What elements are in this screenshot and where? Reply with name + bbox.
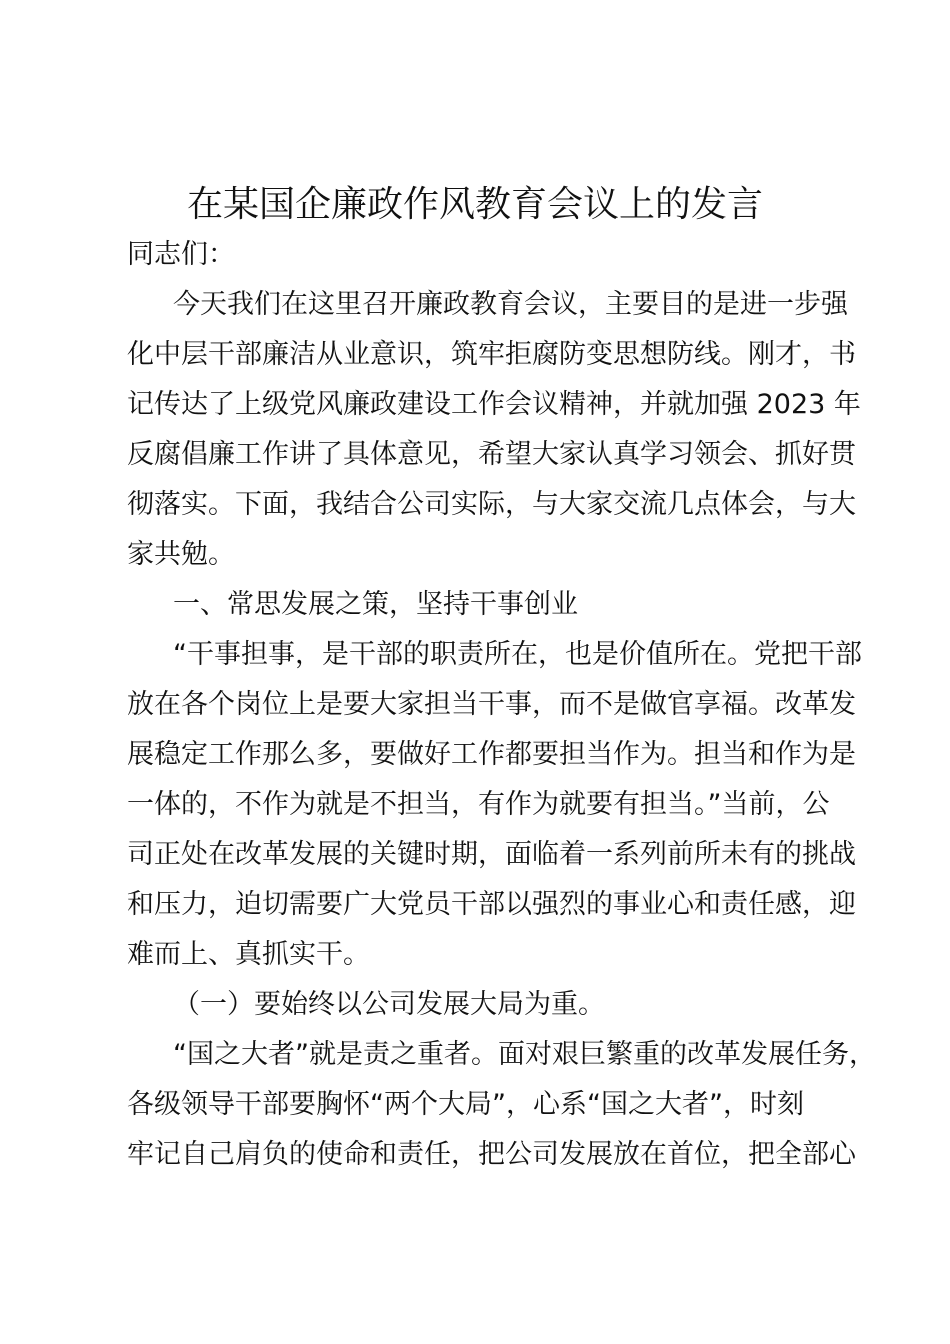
text-line: 化中层干部廉洁从业意识，筑牢拒腐防变思想防线。刚才，书 — [127, 339, 856, 370]
text-line: “干事担事，是干部的职责所在，也是价值所在。党把干部 — [173, 639, 862, 670]
document-body — [127, 230, 876, 1180]
text-line: 难而上、真抓实干。 — [127, 939, 370, 970]
text-line: “国之大者”就是责之重者。面对艰巨繁重的改革发展任务， — [173, 1039, 876, 1070]
text-line: 和压力，迫切需要广大党员干部以强烈的事业心和责任感，迎 — [127, 889, 856, 920]
text-line: 展稳定工作那么多，要做好工作都要担当作为。担当和作为是 — [127, 739, 856, 770]
text-line: 司正处在改革发展的关键时期，面临着一系列前所未有的挑战 — [127, 839, 856, 870]
text-line: 彻落实。下面，我结合公司实际，与大家交流几点体会，与大 — [127, 489, 856, 520]
text-line: 一、常思发展之策，坚持干事创业 — [173, 589, 578, 620]
text-line: 家共勉。 — [127, 539, 235, 570]
text-line: 记传达了上级党风廉政建设工作会议精神，并就加强 2023 年 — [127, 389, 861, 420]
text-line: 同志们： — [127, 239, 235, 270]
text-line: 一体的，不作为就是不担当，有作为就要有担当。”当前，公 — [127, 789, 830, 820]
text-line: 各级领导干部要胸怀“两个大局”，心系“国之大者”，时刻 — [127, 1089, 804, 1120]
text-line: （一）要始终以公司发展大局为重。 — [173, 989, 605, 1020]
document-title: 在某国企廉政作风教育会议上的发言 — [186, 184, 763, 225]
text-line: 今天我们在这里召开廉政教育会议，主要目的是进一步强 — [173, 289, 848, 320]
text-line: 牢记自己肩负的使命和责任，把公司发展放在首位，把全部心 — [127, 1139, 856, 1170]
text-line: 反腐倡廉工作讲了具体意见，希望大家认真学习领会、抓好贯 — [127, 439, 856, 470]
text-line: 放在各个岗位上是要大家担当干事，而不是做官享福。改革发 — [127, 689, 856, 720]
